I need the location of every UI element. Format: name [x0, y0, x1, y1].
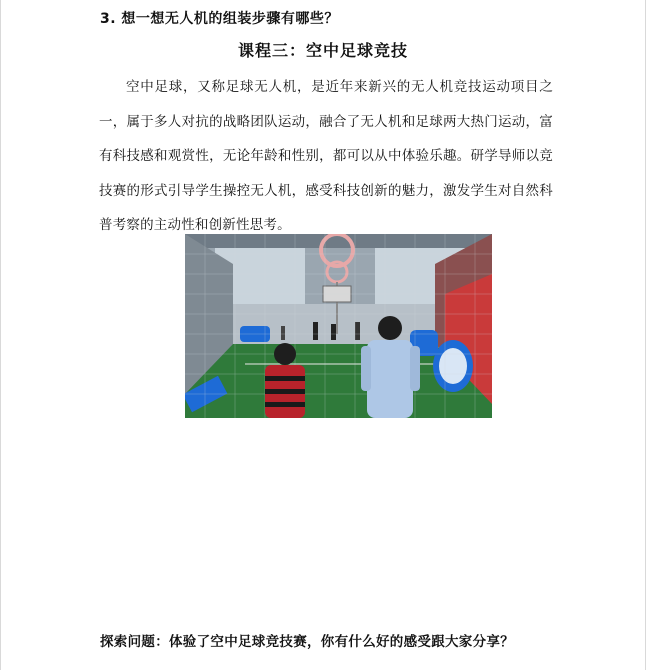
paragraph: 空中足球，又称足球无人机，是近年来新兴的无人机竞技运动项目之一，属于多人对抗的战略团队运动，融合了无人机和足球两大热门运动，富有科技感和观赏性，无论年龄和性别，都可以从中体验乐趣。研学导师以竞技赛的形式引导学生操控无人机，感受科技创新的魅力，激发学生对自然科普考察的主动性和创新性思考。 — [99, 79, 553, 233]
photo-illustration — [185, 234, 492, 418]
page-border-left — [0, 0, 1, 670]
explore-question: 探索问题：体验了空中足球竞技赛，你有什么好的感受跟大家分享？ — [100, 634, 514, 650]
lesson-title: 课程三：空中足球竞技 — [237, 41, 408, 60]
body-text — [99, 70, 553, 243]
drone-soccer-photo — [185, 234, 492, 418]
question-heading: 3. 想一想无人机的组装步骤有哪些？ — [100, 11, 339, 27]
